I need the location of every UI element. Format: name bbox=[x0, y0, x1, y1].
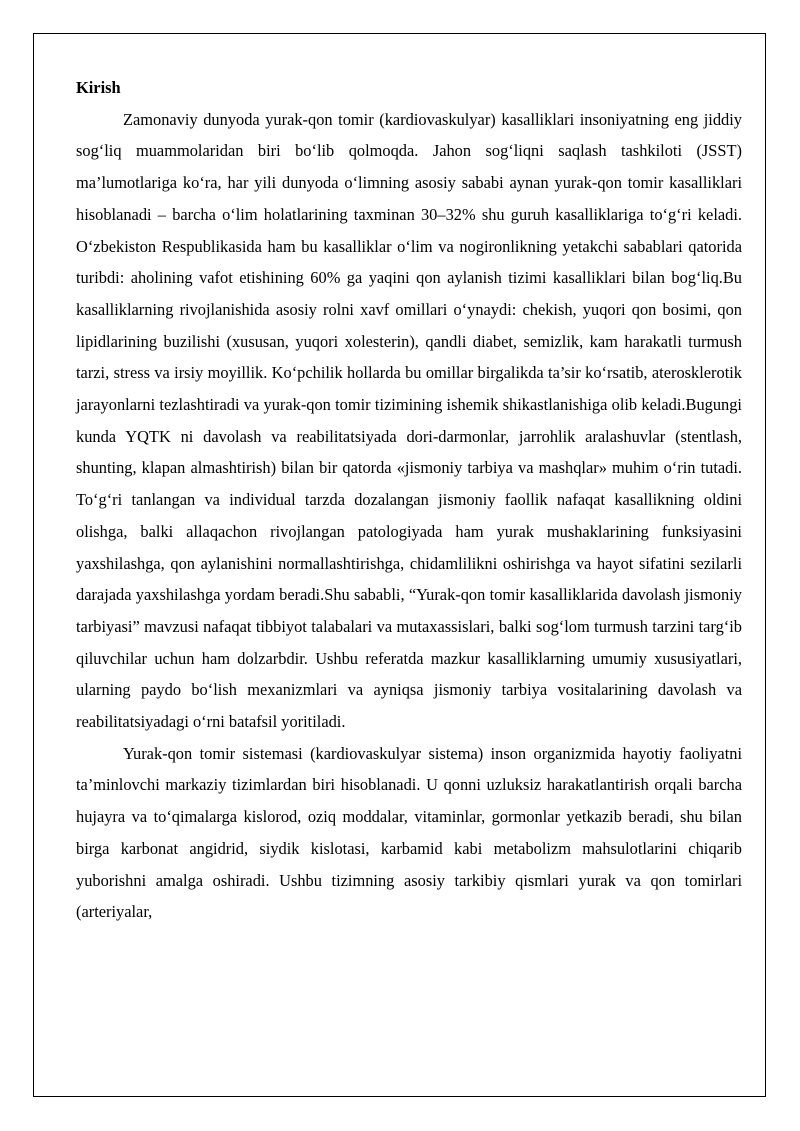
section-heading: Kirish bbox=[76, 78, 121, 97]
document-body bbox=[76, 72, 742, 928]
paragraph-cardiovascular-system: Yurak-qon tomir sistemasi (kardiovaskulyar sistema) inson organizmida hayotiy faoliyatni ta’minlovchi markaziy tizimlardan biri hisoblanadi. U qonni uzluksiz harakatlantirish orqali barcha hujayra va to‘qimalarga kislorod, oziq moddalar, vitaminlar, gormonlar yetkazib beradi, shu bilan birga karbonat angidrid, siydik kislotasi, karbamid kabi metabolizm mahsulotlarini chiqarib yuborishni amalga oshiradi. Ushbu tizimning asosiy tarkibiy qismlari yurak va qon tomirlari (arteriyalar, bbox=[76, 743, 742, 922]
paragraph-introduction: Zamonaviy dunyoda yurak-qon tomir (kardiovaskulyar) kasalliklari insoniyatning eng jiddiy sog‘liq muammolaridan biri bo‘lib qolmoqda. Jahon sog‘liqni saqlash tashkiloti (JSST) ma’lumotlariga ko‘ra, har yili dunyoda o‘limning asosiy sababi aynan yurak-qon tomir kasalliklari hisoblanadi – barcha o‘lim holatlarining taxminan 30–32% shu guruh kasalliklariga to‘g‘ri keladi. O‘zbekiston Respublikasida ham bu kasalliklar o‘lim va nogironlikning yetakchi sabablari qatorida turibdi: aholining vafot etishining 60% ga yaqini qon aylanish tizimi kasalliklari bilan bog‘liq.Bu kasalliklarning rivojlanishida asosiy rolni xavf omillari o‘ynaydi: chekish, yuqori qon bosimi, qon lipidlarining buzilishi (xususan, yuqori xolesterin), qandli diabet, semizlik, kam harakatli turmush tarzi, stress va irsiy moyillik. Ko‘pchilik hollarda bu omillar birgalikda ta’sir ko‘rsatib, aterosklerotik jarayonlarni tezlashtiradi va yurak-qon tomir tizimining ishemik shikastlanishiga olib keladi.Bugungi kunda YQTK ni davolash va reabilitatsiyada dori-darmonlar, jarrohlik aralashuvlar (stentlash, shunting, klapan almashtirish) bilan bir qatorda «jismoniy tarbiya va mashqlar» muhim o‘rin tutadi. To‘g‘ri tanlangan va individual tarzda dozalangan jismoniy faollik nafaqat kasallikning oldini olishga, balki allaqachon rivojlangan patologiyada ham yurak mushaklarining funksiyasini yaxshilashga, qon aylanishini normallashtirishga, chidamlilikni oshirishga va hayot sifatini sezilarli darajada yaxshilashga yordam beradi.Shu sababli, “Yurak-qon tomir kasalliklarida davolash jismoniy tarbiyasi” mavzusi nafaqat tibbiyot talabalari va mutaxassislari, balki sog‘lom turmush tarzini targ‘ib qiluvchilar uchun ham dolzarbdir. Ushbu referatda mazkur kasalliklarning umumiy xususiyatlari, ularning paydo bo‘lish mexanizmlari va ayniqsa jismoniy tarbiya vositalarining davolash va reabilitatsiyadagi o‘rni batafsil yoritiladi. bbox=[76, 109, 742, 732]
